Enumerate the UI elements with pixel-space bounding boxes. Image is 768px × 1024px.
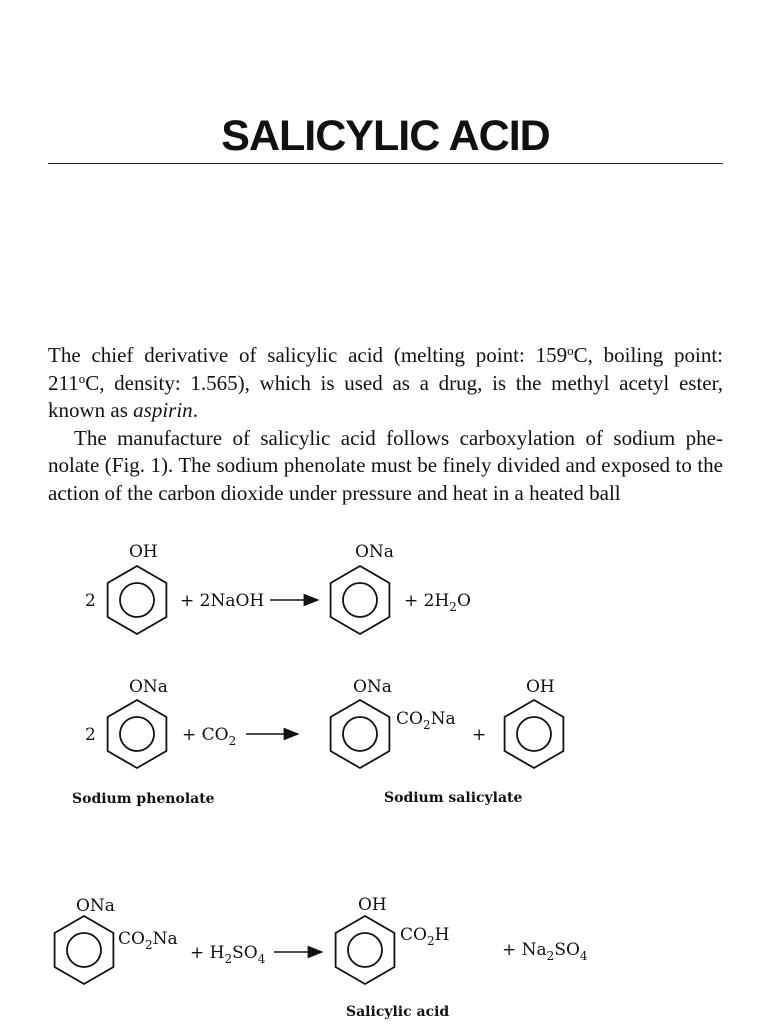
reaction-3 bbox=[55, 895, 588, 1020]
substituent-label: OH bbox=[526, 677, 555, 697]
product-label: + $2H_2O$ bbox=[404, 591, 471, 614]
page-title: SALICYLIC ACID bbox=[221, 112, 550, 160]
product-label: + $Na_2SO_4$ bbox=[502, 940, 588, 963]
substituent-label: OH bbox=[358, 895, 387, 915]
side-group-label: $CO_2H$ bbox=[400, 925, 450, 948]
reagent-label: + $H_2SO_4$ bbox=[190, 943, 266, 966]
coefficient: 2 bbox=[85, 591, 96, 611]
reagent-label: + 2NaOH bbox=[180, 591, 265, 611]
p1-end: . bbox=[192, 398, 198, 422]
benzene-ring bbox=[108, 566, 167, 634]
benzene-ring bbox=[331, 566, 390, 634]
p1-part-a: The chief derivative of salicylic acid (melting point: 159 bbox=[48, 343, 568, 367]
aspirin-term: aspirin bbox=[133, 398, 193, 422]
reagent-label: + $CO_2$ bbox=[182, 725, 237, 748]
substituent-label: ONa bbox=[353, 677, 392, 697]
benzene-ring bbox=[331, 700, 390, 768]
substituent-label: ONa bbox=[76, 896, 115, 916]
benzene-ring bbox=[55, 916, 114, 984]
benzene-ring bbox=[336, 916, 395, 984]
p1-part-c: C, density: 1.565), which is used as a drug, is the methyl acetyl ester, known as bbox=[48, 370, 723, 422]
substituent-label: OH bbox=[129, 542, 158, 562]
plus-sign: + bbox=[472, 725, 487, 745]
p1-part-b: C, boiling point: 211 bbox=[48, 343, 723, 395]
paragraph-2: The manufacture of salicylic acid follows carboxylation of sodium phe-nolate (Fig. 1). The sodium phenolate must be finely divided and exposed to the action of the carbon dioxide under pressure and heat in a heated ball bbox=[48, 425, 723, 505]
benzene-ring bbox=[505, 700, 564, 768]
reaction-2 bbox=[72, 677, 563, 807]
degree-mark: o bbox=[567, 343, 574, 358]
side-group-label: $CO_2Na$ bbox=[396, 709, 456, 732]
substituent-label: ONa bbox=[129, 677, 168, 697]
side-group-label: $CO_2Na$ bbox=[118, 929, 178, 952]
degree-mark: o bbox=[78, 370, 86, 386]
caption-sodium-phenolate: Sodium phenolate bbox=[72, 791, 215, 807]
benzene-ring bbox=[108, 700, 167, 768]
substituent-label: ONa bbox=[355, 542, 394, 562]
coefficient: 2 bbox=[85, 725, 96, 745]
reaction-1 bbox=[85, 542, 471, 634]
caption-sodium-salicylate: Sodium salicylate bbox=[384, 790, 523, 806]
caption-salicylic-acid: Salicylic acid bbox=[346, 1004, 450, 1020]
